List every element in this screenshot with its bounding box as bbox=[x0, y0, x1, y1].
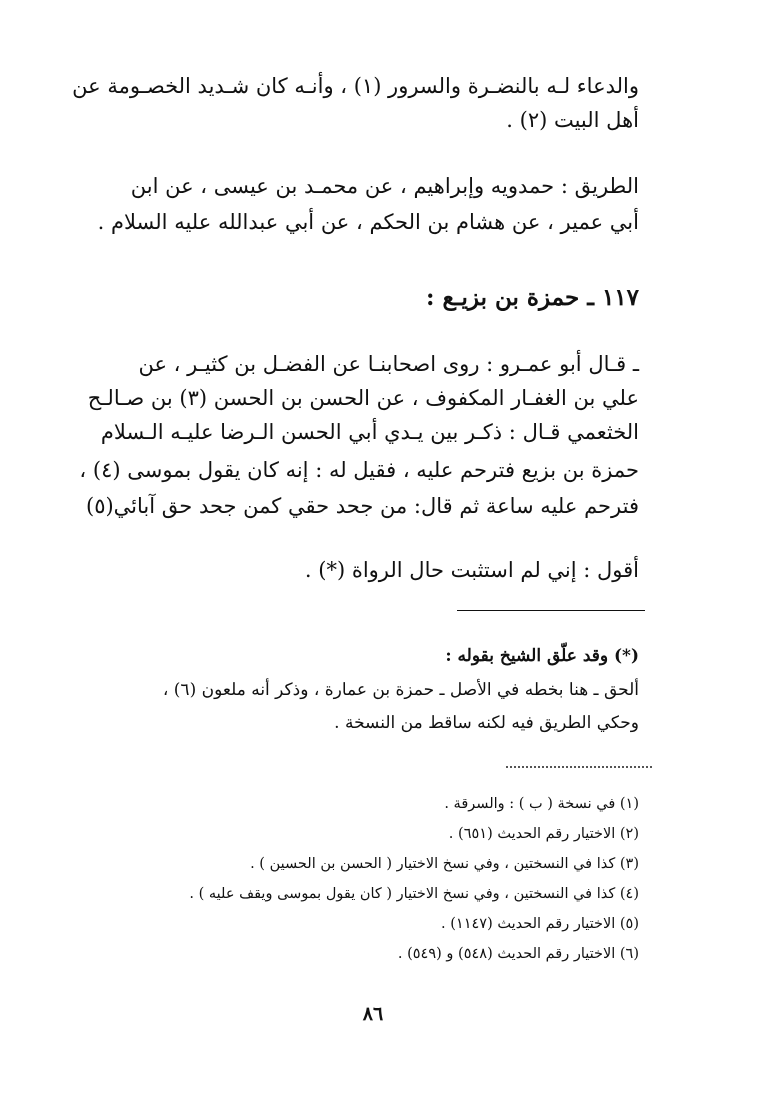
para3-line5: فترحم عليه ساعة ثم قال: من جحد حقي كمن جحد حق آبائي(٥) bbox=[86, 494, 639, 518]
para1-line2: أهل البيت (٢) . bbox=[506, 108, 639, 132]
footnote-6: (٦) الاختيار رقم الحديث (٥٤٨) و (٥٤٩) . bbox=[397, 946, 639, 962]
footnote-separator bbox=[506, 766, 652, 768]
para3-line3: الخثعمي قـال : ذكـر بين يـدي أبي الحسن الـرضا عليـه الـسلام bbox=[100, 420, 639, 444]
sheikh-note-title: (*) وقد علّق الشيخ بقوله : bbox=[445, 646, 639, 666]
para3-line2: علي بن الغفـار المكفوف ، عن الحسن بن الحسن (٣) بن صـالـح bbox=[87, 386, 639, 410]
footnote-4: (٤) كذا في النسختين ، وفي نسخ الاختيار ( كان يقول بموسى ويقف عليه ) . bbox=[189, 886, 639, 902]
para3-line4: حمزة بن بزيع فترحم عليه ، فقيل له : إنه كان يقول بموسى (٤) ، bbox=[79, 458, 639, 482]
para3-line1: ـ قـال أبو عمـرو : روى اصحابنـا عن الفضـل بن كثيـر ، عن bbox=[138, 352, 639, 376]
footnote-2: (٢) الاختيار رقم الحديث (٦٥١) . bbox=[448, 826, 639, 842]
para4: أقول : إني لم استثبت حال الرواة (*) . bbox=[304, 558, 639, 582]
para1-line1: والدعاء لـه بالنضـرة والسرور (١) ، وأنـه كان شـديد الخصـومة عن bbox=[72, 74, 639, 98]
para2-line1: الطريق : حمدويه وإبراهيم ، عن محمـد بن عيسى ، عن ابن bbox=[130, 174, 639, 198]
sheikh-note-line2: وحكي الطريق فيه لكنه ساقط من النسخة . bbox=[334, 713, 639, 733]
footnote-3: (٣) كذا في النسختين ، وفي نسخ الاختيار ( الحسن بن الحسين ) . bbox=[250, 856, 639, 872]
separator-rule bbox=[457, 610, 645, 611]
para2-line2: أبي عمير ، عن هشام بن الحكم ، عن أبي عبدالله عليه السلام . bbox=[97, 210, 639, 234]
sheikh-note-line1: ألحق ـ هنا بخطه في الأصل ـ حمزة بن عمارة ، وذكر أنه ملعون (٦) ، bbox=[162, 680, 639, 700]
page-number: ٨٦ bbox=[362, 1003, 384, 1025]
footnote-1: (١) في نسخة ( ب ) : والسرقة . bbox=[444, 796, 639, 812]
footnote-5: (٥) الاختيار رقم الحديث (١١٤٧) . bbox=[441, 916, 639, 932]
entry-heading: ١١٧ ـ حمزة بن بزيـع : bbox=[426, 284, 639, 311]
